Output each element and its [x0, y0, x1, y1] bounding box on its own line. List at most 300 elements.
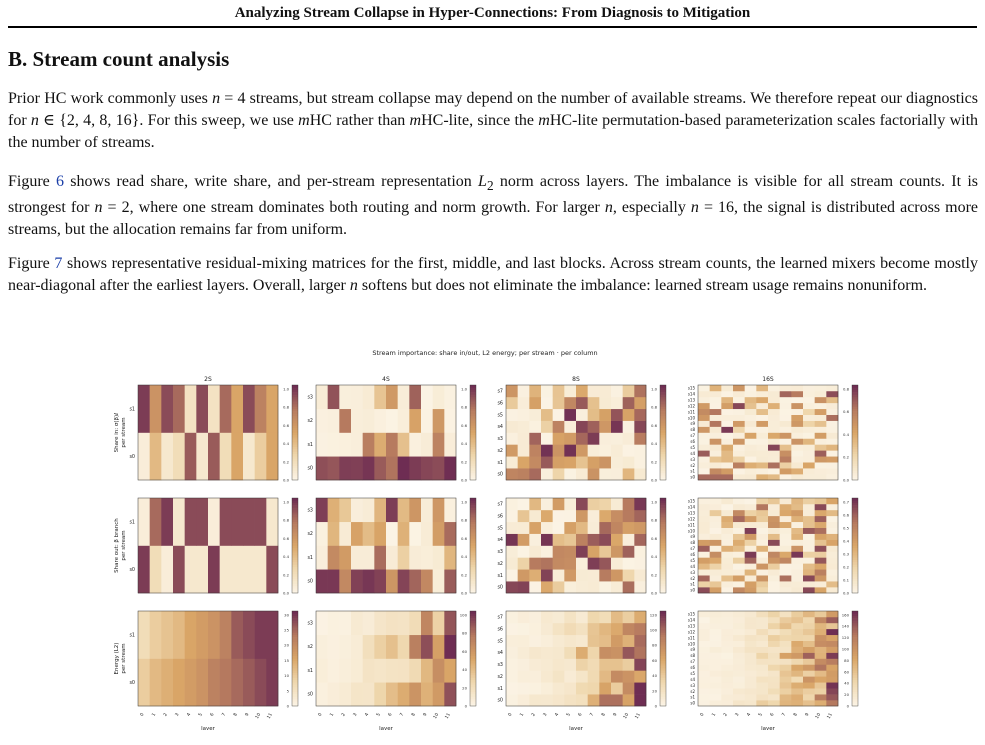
colorbar-segment: [660, 682, 666, 685]
heatmap-cell: [698, 415, 710, 421]
colorbar-segment: [292, 623, 298, 626]
heatmap-cell: [756, 450, 768, 456]
colorbar-segment: [660, 649, 666, 652]
heatmap-cell: [710, 551, 722, 557]
heatmap-cell: [553, 546, 565, 558]
heatmap-cell: [768, 474, 780, 480]
heatmap-cell: [339, 433, 351, 457]
heatmap-cell: [780, 617, 792, 623]
heatmap-cell: [541, 670, 553, 682]
heatmap-cell: [433, 409, 445, 433]
heatmap-cell: [231, 611, 243, 659]
colorbar-segment: [292, 392, 298, 395]
colorbar-segment: [852, 517, 858, 520]
colorbar-segment: [292, 625, 298, 628]
colorbar-tick-label: 0.4: [650, 554, 657, 560]
heatmap-cell: [698, 551, 710, 557]
colorbar-segment: [660, 623, 666, 626]
heatmap-cell: [576, 546, 588, 558]
heatmap-cell: [721, 653, 733, 659]
colorbar-tick-label: 0.0: [460, 477, 467, 483]
heatmap-cell: [576, 421, 588, 433]
x-axis-label: layer: [201, 726, 215, 730]
layer-tick-label: 6: [577, 712, 584, 718]
heatmap-cell: [433, 546, 445, 570]
heatmap-cell: [721, 587, 733, 593]
colorbar-segment: [852, 505, 858, 508]
heatmap-cell: [768, 403, 780, 409]
heatmap-cell: [351, 433, 363, 457]
layer-tick-label: 1: [711, 712, 718, 718]
colorbar-segment: [470, 440, 476, 443]
heatmap-cell: [518, 670, 530, 682]
colorbar-tick-label: 0.2: [460, 459, 467, 465]
heatmap-cell: [733, 474, 745, 480]
colorbar-segment: [660, 668, 666, 671]
heatmap-cell: [745, 664, 757, 670]
colorbar-segment: [292, 454, 298, 457]
heatmap-cell: [634, 682, 646, 694]
colorbar-segment: [660, 471, 666, 474]
colorbar-segment: [660, 536, 666, 539]
heatmap-cell: [196, 546, 208, 594]
heatmap-cell: [815, 587, 827, 593]
heatmap-cell: [599, 557, 611, 569]
colorbar-segment: [852, 682, 858, 685]
heatmap-cell: [529, 647, 541, 659]
heatmap-cell: [506, 397, 518, 409]
heatmap-cell: [710, 688, 722, 694]
colorbar-segment: [660, 517, 666, 520]
heatmap-cell: [745, 641, 757, 647]
colorbar-segment: [292, 613, 298, 616]
heatmap-cell: [733, 438, 745, 444]
heatmap-cell: [409, 385, 421, 409]
colorbar-segment: [292, 584, 298, 587]
colorbar-segment: [292, 423, 298, 426]
heatmap-cell: [768, 510, 780, 516]
heatmap-cell: [710, 403, 722, 409]
heatmap-cell: [529, 581, 541, 593]
heatmap-cell: [815, 397, 827, 403]
heatmap-cell: [745, 415, 757, 421]
stream-tick-label: s0: [129, 454, 135, 460]
heatmap-cell: [339, 635, 351, 659]
layer-tick-label: 1: [329, 712, 336, 718]
colorbar-segment: [292, 435, 298, 438]
colorbar-segment: [660, 579, 666, 582]
header-rule: [8, 26, 977, 28]
colorbar-segment: [292, 430, 298, 433]
colorbar-segment: [292, 659, 298, 662]
heatmap-cell: [768, 504, 780, 510]
colorbar-tick-label: 60: [462, 648, 467, 654]
colorbar-segment: [660, 449, 666, 452]
heatmap-cell: [518, 569, 530, 581]
colorbar-segment: [470, 442, 476, 445]
heatmap-cell: [803, 557, 815, 563]
heatmap-cell: [780, 581, 792, 587]
heatmap-cell: [815, 563, 827, 569]
colorbar-segment: [660, 390, 666, 393]
heatmap-cell: [374, 635, 386, 659]
colorbar-segment: [292, 567, 298, 570]
stream-importance-figure: [0, 335, 985, 730]
heatmap-cell: [733, 611, 745, 617]
colorbar-segment: [852, 454, 858, 457]
figure-6-link[interactable]: 6: [56, 173, 65, 190]
heatmap-cell: [588, 385, 600, 397]
colorbar-segment: [660, 519, 666, 522]
heatmap-cell: [698, 397, 710, 403]
colorbar-segment: [292, 463, 298, 466]
stream-tick-label: s4: [690, 563, 695, 569]
colorbar-segment: [292, 697, 298, 700]
heatmap-cell: [328, 456, 340, 480]
stream-tick-label: s12: [687, 403, 695, 409]
heatmap-cell: [710, 468, 722, 474]
colorbar-segment: [660, 421, 666, 424]
heatmap-cell: [803, 421, 815, 427]
heatmap-cell: [745, 629, 757, 635]
heatmap-cell: [541, 456, 553, 468]
heatmap-cell: [756, 581, 768, 587]
colorbar-tick-label: 60: [844, 669, 849, 675]
figure-7-link[interactable]: 7: [54, 255, 63, 272]
heatmap-cell: [374, 433, 386, 457]
heatmap-cell: [791, 433, 803, 439]
colorbar-segment: [292, 699, 298, 702]
heatmap-cell: [803, 611, 815, 617]
heatmap-cell: [768, 563, 780, 569]
colorbar-segment: [292, 519, 298, 522]
heatmap-cell: [733, 534, 745, 540]
colorbar-segment: [470, 562, 476, 565]
stream-tick-label: s5: [690, 670, 695, 676]
heatmap-cell: [220, 385, 232, 433]
heatmap-cell: [780, 647, 792, 653]
heatmap-cell: [791, 427, 803, 433]
heatmap-cell: [553, 557, 565, 569]
colorbar-segment: [660, 433, 666, 436]
colorbar-segment: [470, 515, 476, 518]
colorbar-segment: [660, 522, 666, 525]
heatmap-cell: [564, 546, 576, 558]
heatmap-cell: [220, 659, 232, 707]
colorbar-segment: [470, 618, 476, 621]
heatmap-cell: [529, 670, 541, 682]
heatmap-cell: [588, 682, 600, 694]
heatmap-cell: [768, 397, 780, 403]
heatmap-cell: [541, 421, 553, 433]
heatmap-cell: [768, 450, 780, 456]
heatmap-cell: [506, 456, 518, 468]
colorbar-segment: [470, 543, 476, 546]
colorbar-segment: [852, 694, 858, 697]
heatmap-cell: [351, 546, 363, 570]
heatmap-cell: [444, 385, 456, 409]
x-axis-label: layer: [761, 726, 775, 730]
heatmap-cell: [599, 468, 611, 480]
heatmap-cell: [756, 415, 768, 421]
heatmap-cell: [733, 664, 745, 670]
colorbar-tick-label: 20: [652, 688, 657, 694]
stream-tick-label: s13: [687, 397, 695, 403]
heatmap-cell: [518, 623, 530, 635]
heatmap-cell: [768, 421, 780, 427]
heatmap-cell: [363, 498, 375, 522]
colorbar-segment: [470, 630, 476, 633]
heatmap-cell: [588, 546, 600, 558]
colorbar-segment: [292, 682, 298, 685]
colorbar-tick-label: 20: [284, 642, 289, 648]
layer-tick-label: 9: [244, 712, 251, 718]
heatmap-cell: [826, 611, 838, 617]
heatmap-cell: [791, 391, 803, 397]
heatmap-cell: [710, 611, 722, 617]
heatmap-cell: [138, 433, 150, 481]
heatmap-cell: [328, 522, 340, 546]
colorbar-segment: [470, 468, 476, 471]
heatmap-cell: [756, 468, 768, 474]
heatmap-cell: [518, 682, 530, 694]
colorbar-tick-label: 0.0: [650, 477, 657, 483]
heatmap-cell: [768, 516, 780, 522]
heatmap-cell: [803, 563, 815, 569]
heatmap-cell: [599, 498, 611, 510]
heatmap-cell: [564, 433, 576, 445]
heatmap-cell: [710, 647, 722, 653]
colorbar-segment: [470, 687, 476, 690]
colorbar-segment: [470, 498, 476, 501]
x-axis-label: layer: [569, 726, 583, 730]
colorbar-segment: [660, 560, 666, 563]
colorbar-segment: [660, 555, 666, 558]
colorbar-segment: [660, 454, 666, 457]
heatmap-cell: [433, 682, 445, 706]
colorbar-segment: [852, 442, 858, 445]
heatmap-cell: [506, 647, 518, 659]
heatmap-cell: [634, 647, 646, 659]
heatmap-cell: [756, 653, 768, 659]
heatmap-cell: [576, 409, 588, 421]
heatmap-cell: [815, 682, 827, 688]
colorbar-segment: [660, 680, 666, 683]
colorbar-segment: [292, 685, 298, 688]
heatmap-cell: [328, 546, 340, 570]
stream-tick-label: s6: [690, 552, 695, 558]
colorbar-tick-label: 0.6: [650, 422, 657, 428]
heatmap-cell: [710, 659, 722, 665]
colorbar-segment: [660, 402, 666, 405]
heatmap-cell: [588, 510, 600, 522]
heatmap-cell: [611, 385, 623, 397]
colorbar-segment: [660, 503, 666, 506]
heatmap-cell: [231, 659, 243, 707]
layer-tick-label: 0: [139, 712, 146, 718]
colorbar-segment: [660, 531, 666, 534]
colorbar-segment: [852, 538, 858, 541]
stream-tick-label: s1: [129, 633, 135, 639]
heatmap-cell: [745, 623, 757, 629]
colorbar-segment: [292, 656, 298, 659]
heatmap-cell: [815, 664, 827, 670]
heatmap-cell: [815, 534, 827, 540]
colorbar-segment: [292, 449, 298, 452]
colorbar-segment: [470, 656, 476, 659]
colorbar-segment: [470, 659, 476, 662]
colorbar-segment: [660, 425, 666, 428]
heatmap-cell: [421, 498, 433, 522]
colorbar-segment: [292, 644, 298, 647]
colorbar-tick-label: 40: [844, 680, 849, 686]
colorbar-segment: [852, 411, 858, 414]
colorbar-segment: [292, 459, 298, 462]
heatmap-cell: [721, 409, 733, 415]
colorbar-segment: [292, 661, 298, 664]
colorbar-segment: [852, 647, 858, 650]
heatmap-cell: [564, 522, 576, 534]
heatmap-cell: [255, 433, 267, 481]
heatmap-cell: [815, 474, 827, 480]
heatmap-cell: [541, 444, 553, 456]
heatmap-cell: [316, 433, 328, 457]
heatmap-cell: [185, 498, 197, 546]
stream-tick-label: s7: [690, 546, 695, 552]
colorbar-segment: [292, 560, 298, 563]
colorbar-segment: [660, 611, 666, 614]
heatmap-cell: [409, 522, 421, 546]
heatmap-cell: [721, 504, 733, 510]
colorbar-segment: [292, 500, 298, 503]
heatmap-cell: [564, 510, 576, 522]
heatmap-cell: [444, 659, 456, 683]
stream-tick-label: s1: [690, 694, 695, 700]
colorbar-segment: [852, 550, 858, 553]
heatmap-cell: [220, 498, 232, 546]
heatmap-cell: [721, 676, 733, 682]
heatmap-cell: [529, 557, 541, 569]
heatmap-cell: [506, 534, 518, 546]
heatmap-cell: [768, 409, 780, 415]
heatmap-cell: [138, 498, 150, 546]
colorbar-segment: [852, 406, 858, 409]
heatmap-cell: [733, 676, 745, 682]
heatmap-cell: [255, 385, 267, 433]
heatmap-cell: [826, 444, 838, 450]
heatmap-cell: [506, 409, 518, 421]
heatmap-cell: [363, 659, 375, 683]
heatmap-cell: [611, 397, 623, 409]
heatmap-cell: [733, 659, 745, 665]
layer-tick-label: 11: [444, 712, 452, 720]
heatmap-cell: [815, 391, 827, 397]
heatmap-cell: [161, 498, 173, 546]
stream-tick-label: s6: [497, 627, 503, 633]
colorbar-segment: [292, 670, 298, 673]
colorbar-segment: [660, 581, 666, 584]
colorbar-segment: [470, 452, 476, 455]
heatmap-cell: [564, 468, 576, 480]
heatmap-cell: [826, 504, 838, 510]
heatmap-cell: [803, 700, 815, 706]
heatmap-cell: [374, 498, 386, 522]
colorbar-segment: [852, 385, 858, 388]
colorbar-segment: [292, 433, 298, 436]
heatmap-cell: [161, 611, 173, 659]
heatmap-cell: [409, 569, 421, 593]
heatmap-cell: [553, 468, 565, 480]
heatmap-cell: [588, 397, 600, 409]
heatmap-cell: [541, 557, 553, 569]
heatmap-cell: [803, 551, 815, 557]
colorbar-segment: [660, 670, 666, 673]
heatmap-cell: [768, 629, 780, 635]
colorbar-segment: [292, 524, 298, 527]
colorbar-segment: [292, 534, 298, 537]
colorbar-segment: [470, 701, 476, 704]
heatmap-cell: [506, 659, 518, 671]
heatmap-panels: [114, 376, 858, 730]
heatmap-cell: [208, 611, 220, 659]
heatmap-cell: [710, 670, 722, 676]
heatmap-cell: [374, 409, 386, 433]
heatmap-cell: [826, 688, 838, 694]
colorbar-segment: [292, 637, 298, 640]
x-axis-label: layer: [379, 726, 393, 730]
stream-tick-label: s11: [687, 635, 695, 641]
heatmap-cell: [733, 391, 745, 397]
heatmap-cell: [826, 617, 838, 623]
heatmap-cell: [421, 659, 433, 683]
heatmap-cell: [780, 427, 792, 433]
colorbar-segment: [470, 632, 476, 635]
colorbar-segment: [470, 628, 476, 631]
heatmap-cell: [351, 456, 363, 480]
heatmap-cell: [721, 462, 733, 468]
heatmap-cell: [634, 522, 646, 534]
heatmap-panel: [129, 498, 298, 596]
colorbar-segment: [292, 399, 298, 402]
colorbar-segment: [852, 416, 858, 419]
colorbar-segment: [470, 680, 476, 683]
colorbar-segment: [470, 437, 476, 440]
heatmap-cell: [161, 385, 173, 433]
heatmap-cell: [710, 415, 722, 421]
stream-tick-label: s4: [690, 676, 695, 682]
heatmap-cell: [721, 623, 733, 629]
heatmap-cell: [745, 444, 757, 450]
heatmap-cell: [733, 623, 745, 629]
colorbar-segment: [470, 611, 476, 614]
heatmap-cell: [564, 456, 576, 468]
heatmap-cell: [173, 385, 185, 433]
heatmap-cell: [698, 474, 710, 480]
heatmap-cell: [756, 403, 768, 409]
colorbar-segment: [660, 387, 666, 390]
heatmap-cell: [599, 534, 611, 546]
colorbar-segment: [292, 555, 298, 558]
stream-tick-label: s2: [497, 674, 503, 680]
heatmap-cell: [328, 385, 340, 409]
heatmap-cell: [266, 659, 278, 707]
heatmap-cell: [588, 670, 600, 682]
colorbar-tick-label: 1.0: [460, 499, 467, 505]
heatmap-cell: [710, 409, 722, 415]
heatmap-cell: [768, 647, 780, 653]
heatmap-cell: [564, 421, 576, 433]
heatmap-cell: [599, 522, 611, 534]
